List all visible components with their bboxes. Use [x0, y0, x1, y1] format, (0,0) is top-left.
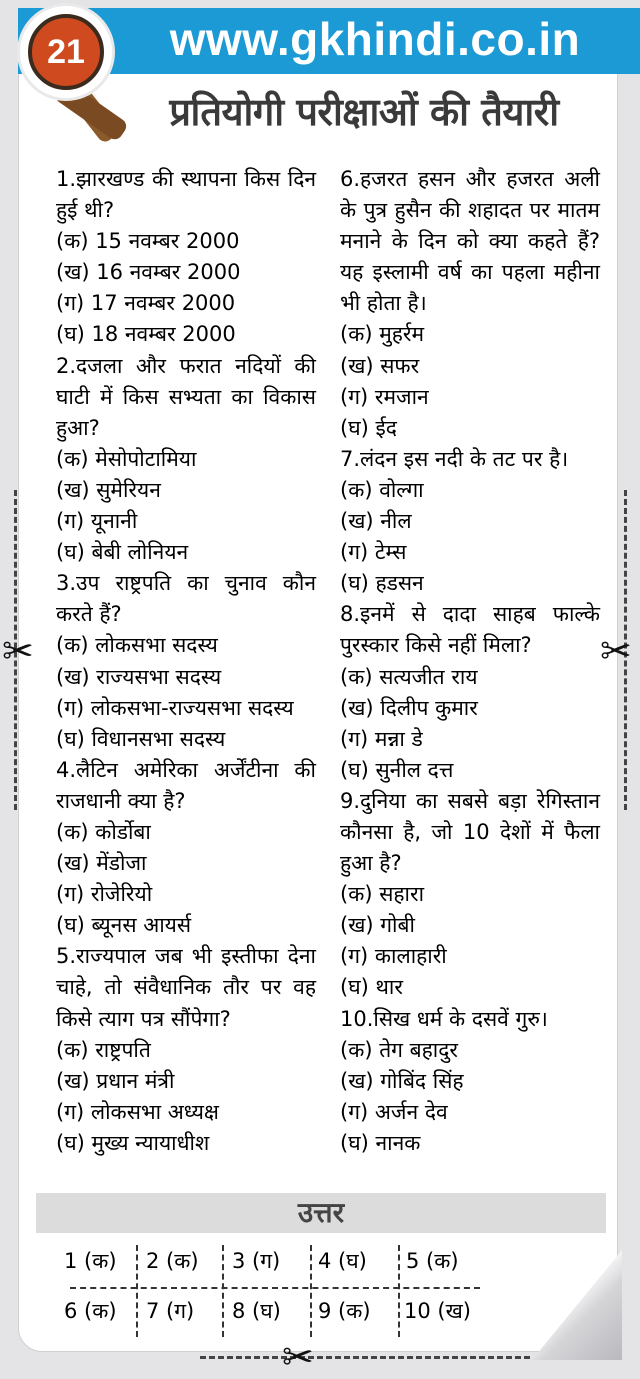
- question-text: 6.हजरत हसन और हजरत अली के पुत्र हुसैन की शहादत पर मातम मनाने के दिन को क्या कहते हैं? यह इस्लामी वर्ष का पहला महीना भी होता है।: [340, 167, 600, 316]
- site-url[interactable]: www.gkhindi.co.in: [169, 13, 581, 65]
- answer-option: (क) मुहर्रम: [340, 322, 425, 347]
- answer-option: (ख) सफर: [340, 353, 420, 378]
- answer-option: (ख) गोबी: [340, 913, 415, 938]
- answer-option: (घ) मुख्य न्यायाधीश: [56, 1130, 210, 1155]
- answer-option: (ख) मेंडोजा: [56, 851, 147, 876]
- answer-option: (ख) सुमेरियन: [56, 477, 161, 502]
- answers-col-divider: [398, 1245, 400, 1337]
- answers-col-divider: [136, 1245, 138, 1337]
- answer-option: (ग) रमजान: [340, 384, 429, 409]
- answer-option: (क) 15 नवम्बर 2000: [56, 229, 240, 254]
- scissors-icon: ✂: [282, 1335, 314, 1379]
- answer-option: (ग) रोजेरियो: [56, 882, 153, 907]
- answer-option: (ग) लोकसभा-राज्यसभा सदस्य: [56, 695, 294, 720]
- answers-col-divider: [222, 1245, 224, 1337]
- question-text: 9.दुनिया का सबसे बड़ा रेगिस्तान कौनसा है, जो 10 देशों में फैला हुआ है?: [340, 788, 600, 876]
- answer-item: 3 (ग): [232, 1249, 281, 1273]
- answer-item: 9 (क): [318, 1299, 371, 1323]
- question-text: 1.झारखण्ड की स्थापना किस दिन हुई थी?: [56, 167, 316, 223]
- question-text: 7.लंदन इस नदी के तट पर है।: [340, 446, 569, 471]
- question-text: 3.उप राष्ट्रपति का चुनाव कौन करते हैं?: [56, 571, 316, 627]
- answer-option: (ग) कालाहारी: [340, 944, 447, 969]
- question-text: 4.लैटिन अमेरिका अर्जेंटीना की राजधानी क्या है?: [56, 757, 316, 813]
- answer-item: 8 (घ): [232, 1299, 281, 1323]
- scissors-icon: ✂: [600, 629, 632, 673]
- answer-option: (क) सत्यजीत राय: [340, 664, 478, 689]
- scissors-icon: ✂: [2, 629, 34, 673]
- page-title: प्रतियोगी परीक्षाओं की तैयारी: [169, 90, 559, 134]
- answer-item: 6 (क): [64, 1299, 117, 1323]
- answer-option: (क) कोर्डोबा: [56, 819, 151, 844]
- answer-option: (ख) प्रधान मंत्री: [56, 1068, 175, 1093]
- answer-option: (घ) विधानसभा सदस्य: [56, 726, 226, 751]
- answer-option: (क) तेग बहादुर: [340, 1037, 458, 1062]
- answer-option: (घ) बेबी लोनियन: [56, 540, 189, 565]
- answer-option: (ख) 16 नवम्बर 2000: [56, 260, 241, 285]
- answers-row-divider: [70, 1287, 480, 1289]
- answer-option: (ग) यूनानी: [56, 509, 138, 534]
- questions-left-column: [56, 164, 316, 1159]
- answer-option: (घ) हडसन: [340, 571, 424, 596]
- answer-option: (घ) ईद: [340, 415, 397, 440]
- badge-number: 21: [28, 14, 104, 90]
- answer-item: 2 (क): [146, 1249, 199, 1273]
- answer-option: (घ) सुनील दत्त: [340, 757, 454, 782]
- answer-option: (क) मेसोपोटामिया: [56, 446, 197, 471]
- question-text: 5.राज्यपाल जब भी इस्तीफा देना चाहे, तो संवैधानिक तौर पर वह किसे त्याग पत्र सौंपेगा?: [56, 944, 316, 1031]
- answer-item: 4 (घ): [318, 1249, 367, 1273]
- answer-option: (क) सहारा: [340, 882, 425, 907]
- answer-option: (ग) लोकसभा अध्यक्ष: [56, 1099, 219, 1124]
- question-text: 10.सिख धर्म के दसवें गुरु।: [340, 1006, 548, 1031]
- answer-option: (क) वोल्गा: [340, 477, 424, 502]
- answer-item: 10 (ख): [404, 1299, 471, 1323]
- answer-option: (घ) थार: [340, 975, 403, 1000]
- answer-option: (ख) राज्यसभा सदस्य: [56, 664, 222, 689]
- answer-option: (ख) दिलीप कुमार: [340, 695, 478, 720]
- answer-option: (घ) 18 नवम्बर 2000: [56, 322, 236, 347]
- answer-item: 1 (क): [64, 1249, 117, 1273]
- answer-option: (क) लोकसभा सदस्य: [56, 633, 218, 658]
- answer-option: (घ) नानक: [340, 1130, 421, 1155]
- answer-option: (ग) अर्जन देव: [340, 1099, 448, 1124]
- answers-col-divider: [310, 1245, 312, 1337]
- question-text: 2.दजला और फरात नदियों की घाटी में किस सभ्यता का विकास हुआ?: [56, 353, 316, 440]
- answer-option: (ख) गोबिंद सिंह: [340, 1068, 464, 1093]
- answer-option: (क) राष्ट्रपति: [56, 1037, 151, 1062]
- cut-line-bottom: [200, 1356, 530, 1359]
- answer-option: (ग) टेम्स: [340, 540, 407, 565]
- answer-item: 5 (क): [406, 1249, 459, 1273]
- answer-option: (ग) 17 नवम्बर 2000: [56, 291, 236, 316]
- answer-option: (ख) नील: [340, 509, 412, 534]
- questions-right-column: [340, 164, 600, 1159]
- answers-heading: उत्तर: [36, 1193, 606, 1233]
- answer-option: (ग) मन्ना डे: [340, 726, 423, 751]
- question-text: 8.इनमें से दादा साहब फाल्के पुरस्कार किसे नहीं मिला?: [340, 602, 600, 658]
- answer-item: 7 (ग): [146, 1299, 195, 1323]
- answer-option: (घ) ब्यूनस आयर्स: [56, 913, 192, 938]
